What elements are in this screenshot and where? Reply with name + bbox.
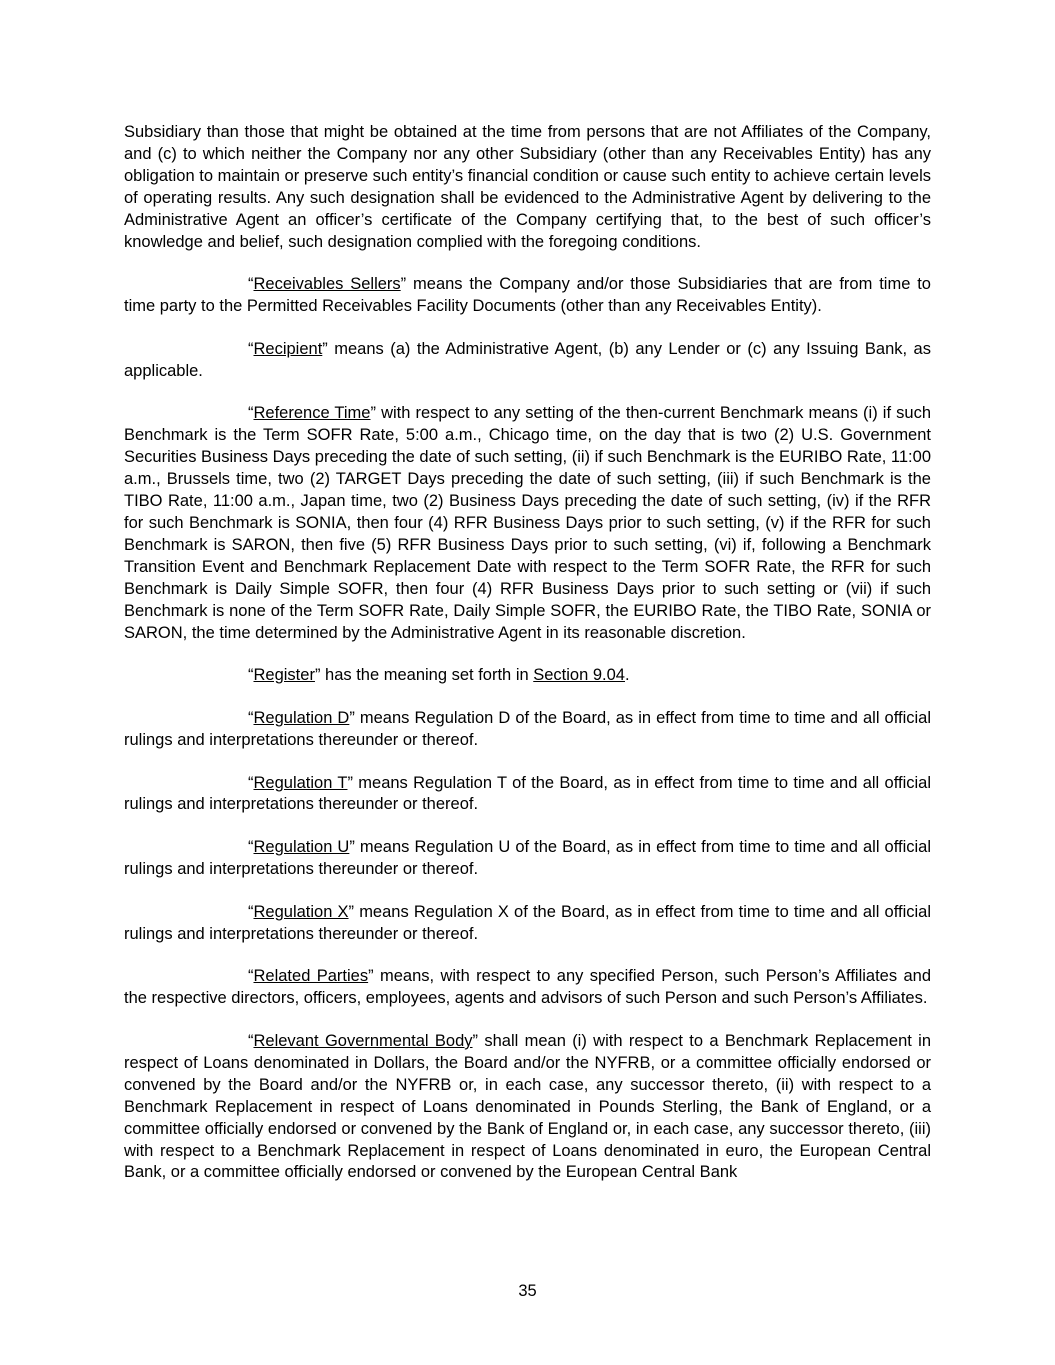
definition-register — [124, 665, 931, 687]
defined-term: Regulation X — [253, 902, 349, 921]
definition-text: shall mean (i) with respect to a Benchmark Replacement in respect of Loans denominated in Dollars, the Board and/or the NYFRB, or a committee officially endorsed or convened by the Board and/or the NYFRB or, in each case, any successor thereto, (ii) with respect to a Benchmark Replacement in respect of Loans denominated in Pounds Sterling, the Bank of England, or a committee officially endorsed or convened by the Bank of England or, in each case, any successor thereto, (iii) with respect to a Benchmark Replacement in respect of Loans denominated in euro, the European Central Bank, or a committee officially endorsed or convened by the European Central Bank — [124, 1031, 932, 1182]
defined-term: Regulation T — [253, 773, 348, 792]
close-quote: ” — [349, 708, 355, 727]
close-quote: ” — [472, 1031, 479, 1050]
definition-text: with respect to any setting of the then-current Benchmark means (i) if such Benchmark is the Term SOFR Rate, 5:00 a.m., Chicago time, on the day that is two (2) U.S. Government Securities Business Days preceding the date of such setting, (ii) if such Benchmark is the EURIBO Rate, 11:00 a.m., Brussels time, two (2) TARGET Days preceding the date of such setting, (iii) if such Benchmark is the TIBO Rate, 11:00 a.m., Japan time, two (2) Business Days preceding the date of such setting, (iv) if the RFR for such Benchmark is SONIA, then four (4) RFR Business Days prior to such setting, (v) if the RFR for such Benchmark is SARON, then five (5) RFR Business Days prior to such setting, (vi) if, following a Benchmark Transition Event and Benchmark Replacement Date with respect to the Term SOFR Rate, the RFR for such Benchmark is Daily Simple SOFR, then four (4) RFR Business Days prior to such setting or (vii) if such Benchmark is none of the Term SOFR Rate, Daily Simple SOFR, the EURIBO Rate, the TIBO Rate, SONIA or SARON, the time determined by the Administrative Agent in its reasonable discretion. — [124, 404, 932, 642]
open-quote: “ — [248, 708, 254, 727]
defined-term: Register — [253, 666, 315, 685]
close-quote: ” — [368, 967, 374, 986]
defined-term: Receivables Sellers — [253, 275, 401, 294]
definition-text: means Regulation X of the Board, as in effect from time to time and all official rulings and interpretations thereunder or thereof. — [124, 902, 931, 943]
open-quote: “ — [248, 666, 254, 685]
definition-text: has the meaning set forth in — [320, 666, 534, 685]
definition-regulation-t — [124, 773, 931, 817]
defined-term: Regulation D — [253, 708, 350, 727]
close-quote: ” — [349, 838, 355, 857]
defined-term: Relevant Governmental Body — [253, 1031, 473, 1050]
definition-text: means Regulation T of the Board, as in effect from time to time and all official rulings and interpretations thereunder or thereof. — [124, 773, 931, 814]
definition-regulation-x — [124, 902, 931, 946]
continuation-paragraph — [124, 122, 931, 253]
definition-text: means Regulation D of the Board, as in effect from time to time and all official rulings and interpretations thereunder or thereof. — [124, 708, 931, 749]
definition-text: means, with respect to any specified Person, such Person’s Affiliates and the respective directors, officers, employees, agents and advisors of such Person and such Person’s Affiliates. — [124, 967, 932, 1008]
definition-recipient — [124, 339, 931, 383]
open-quote: “ — [248, 275, 254, 294]
close-quote: ” — [314, 666, 321, 685]
definition-related-parties — [124, 966, 931, 1010]
definition-regulation-u — [124, 837, 931, 881]
definition-regulation-d — [124, 708, 931, 752]
definition-tail: . — [624, 666, 630, 685]
document-body — [124, 122, 931, 1205]
open-quote: “ — [248, 902, 254, 921]
defined-term: Reference Time — [253, 404, 371, 423]
open-quote: “ — [248, 404, 254, 423]
open-quote: “ — [248, 773, 254, 792]
close-quote: ” — [400, 275, 407, 294]
definition-text: means the Company and/or those Subsidiaries that are from time to time party to the Permitted Receivables Facility Documents (other than any Receivables Entity). — [124, 275, 931, 316]
paragraph-text: Subsidiary than those that might be obtained at the time from persons that are not Affiliates of the Company, and (c) to which neither the Company nor any other Subsidiary (other than any Receivables Entity) has any obligation to maintain or preserve such entity’s financial condition or cause such entity to achieve certain levels of operating results. Any such designation shall be evidenced to the Administrative Agent by delivering to the Administrative Agent an officer’s certificate of the Company certifying that, to the best of such officer’s knowledge and belief, such designation complied with the foregoing conditions. — [124, 123, 931, 251]
definition-text: means (a) the Administrative Agent, (b) any Lender or (c) any Issuing Bank, as applicable. — [124, 339, 931, 380]
definition-text: means Regulation U of the Board, as in effect from time to time and all official rulings and interpretations thereunder or thereof. — [124, 838, 931, 879]
defined-term: Regulation U — [253, 838, 350, 857]
section-reference-link: Section 9.04 — [533, 666, 625, 685]
open-quote: “ — [248, 838, 254, 857]
page-number: 35 — [518, 1282, 537, 1300]
close-quote: ” — [322, 339, 328, 358]
definition-reference-time — [124, 403, 931, 644]
definition-relevant-governmental-body — [124, 1031, 931, 1184]
defined-term: Related Parties — [253, 967, 369, 986]
open-quote: “ — [248, 339, 254, 358]
close-quote: ” — [370, 404, 376, 423]
open-quote: “ — [248, 1031, 254, 1050]
close-quote: ” — [347, 773, 353, 792]
close-quote: ” — [348, 902, 355, 921]
defined-term: Recipient — [253, 339, 323, 358]
open-quote: “ — [248, 967, 254, 986]
definition-receivables-sellers — [124, 274, 931, 318]
